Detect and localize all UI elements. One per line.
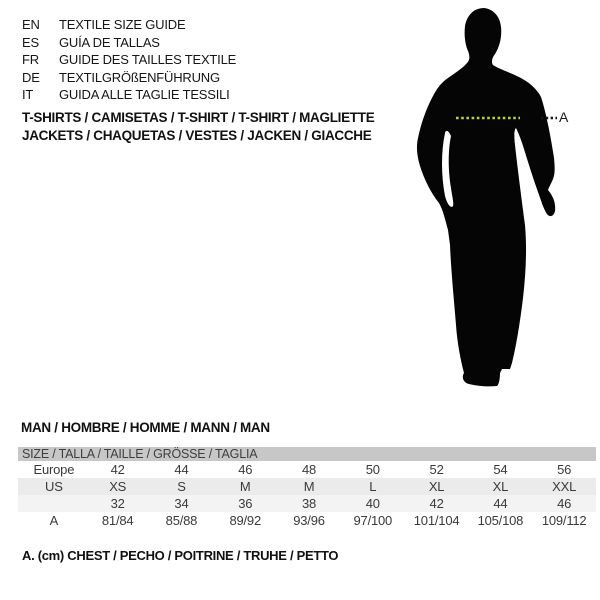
size-value: 97/100 — [353, 513, 393, 528]
size-value: 42 — [429, 496, 444, 511]
language-label: GUIDA ALLE TAGLIE TESSILI — [59, 87, 230, 102]
size-value: XXL — [552, 479, 577, 494]
measure-label-a: A — [559, 109, 569, 125]
table-row — [18, 512, 596, 530]
language-label: GUÍA DE TALLAS — [59, 34, 160, 50]
size-table-header: SIZE / TALLA / TAILLE / GRÖSSE / TAGLIA — [18, 447, 596, 461]
chest-footnote: A. (cm) CHEST / PECHO / POITRINE / TRUHE / PETTO — [22, 548, 339, 563]
language-label: TEXTILE SIZE GUIDE — [59, 17, 186, 32]
size-value: 56 — [557, 462, 572, 477]
size-value: 54 — [493, 462, 508, 477]
man-silhouette-path — [417, 8, 555, 386]
size-value: 46 — [557, 496, 572, 511]
size-value: M — [303, 479, 315, 494]
size-value: 38 — [301, 496, 317, 511]
language-list — [22, 16, 236, 104]
size-value: 109/112 — [541, 513, 587, 528]
size-value: 46 — [238, 462, 253, 477]
size-value: 40 — [365, 496, 380, 511]
category-tshirts: T-SHIRTS / CAMISETAS / T-SHIRT / T-SHIRT / MAGLIETTE — [22, 110, 375, 125]
size-value: 36 — [238, 496, 253, 511]
language-code: DE — [22, 69, 40, 85]
size-table-body — [18, 461, 596, 530]
language-label: GUIDE DES TAILLES TEXTILE — [59, 52, 237, 67]
language-row — [22, 69, 236, 87]
size-value: 50 — [365, 462, 380, 477]
size-value: XL — [428, 479, 445, 494]
language-row — [22, 86, 236, 104]
table-row — [18, 461, 596, 478]
row-label: A — [49, 513, 59, 528]
size-value: 48 — [301, 462, 317, 477]
language-row — [22, 16, 236, 34]
size-value: 93/96 — [293, 513, 325, 528]
size-value: M — [239, 479, 251, 494]
table-row — [18, 495, 596, 512]
size-table — [18, 447, 596, 530]
size-value: 105/108 — [477, 513, 524, 528]
size-value: 32 — [110, 496, 125, 511]
man-silhouette-figure — [405, 0, 580, 400]
size-value: 89/92 — [229, 513, 261, 528]
size-value: XS — [109, 479, 127, 494]
size-value: 85/88 — [165, 513, 198, 528]
language-row — [22, 51, 236, 69]
section-title-man: MAN / HOMBRE / HOMME / MANN / MAN — [21, 420, 270, 435]
size-value: 101/104 — [413, 513, 460, 528]
row-label: US — [45, 479, 63, 494]
category-jackets: JACKETS / CHAQUETAS / VESTES / JACKEN / GIACCHE — [22, 127, 372, 143]
man-silhouette-svg — [405, 0, 580, 400]
language-label: TEXTILGRÖßENFÜHRUNG — [59, 69, 220, 85]
size-value: 42 — [110, 462, 125, 477]
category-lines — [22, 109, 374, 144]
language-code: EN — [22, 17, 40, 32]
size-value: 44 — [493, 496, 508, 511]
row-label: Europe — [33, 462, 75, 477]
size-value: L — [369, 479, 377, 494]
language-code: IT — [22, 87, 34, 102]
language-code: ES — [22, 34, 39, 50]
size-value: 44 — [174, 462, 189, 477]
size-value: XL — [492, 479, 509, 494]
size-value: S — [177, 479, 186, 494]
size-value: 52 — [429, 462, 444, 477]
table-row — [18, 478, 596, 495]
language-row — [22, 34, 236, 52]
language-code: FR — [22, 52, 39, 67]
size-value: 81/84 — [101, 513, 134, 528]
size-value: 34 — [174, 496, 189, 511]
row-label — [18, 495, 86, 512]
